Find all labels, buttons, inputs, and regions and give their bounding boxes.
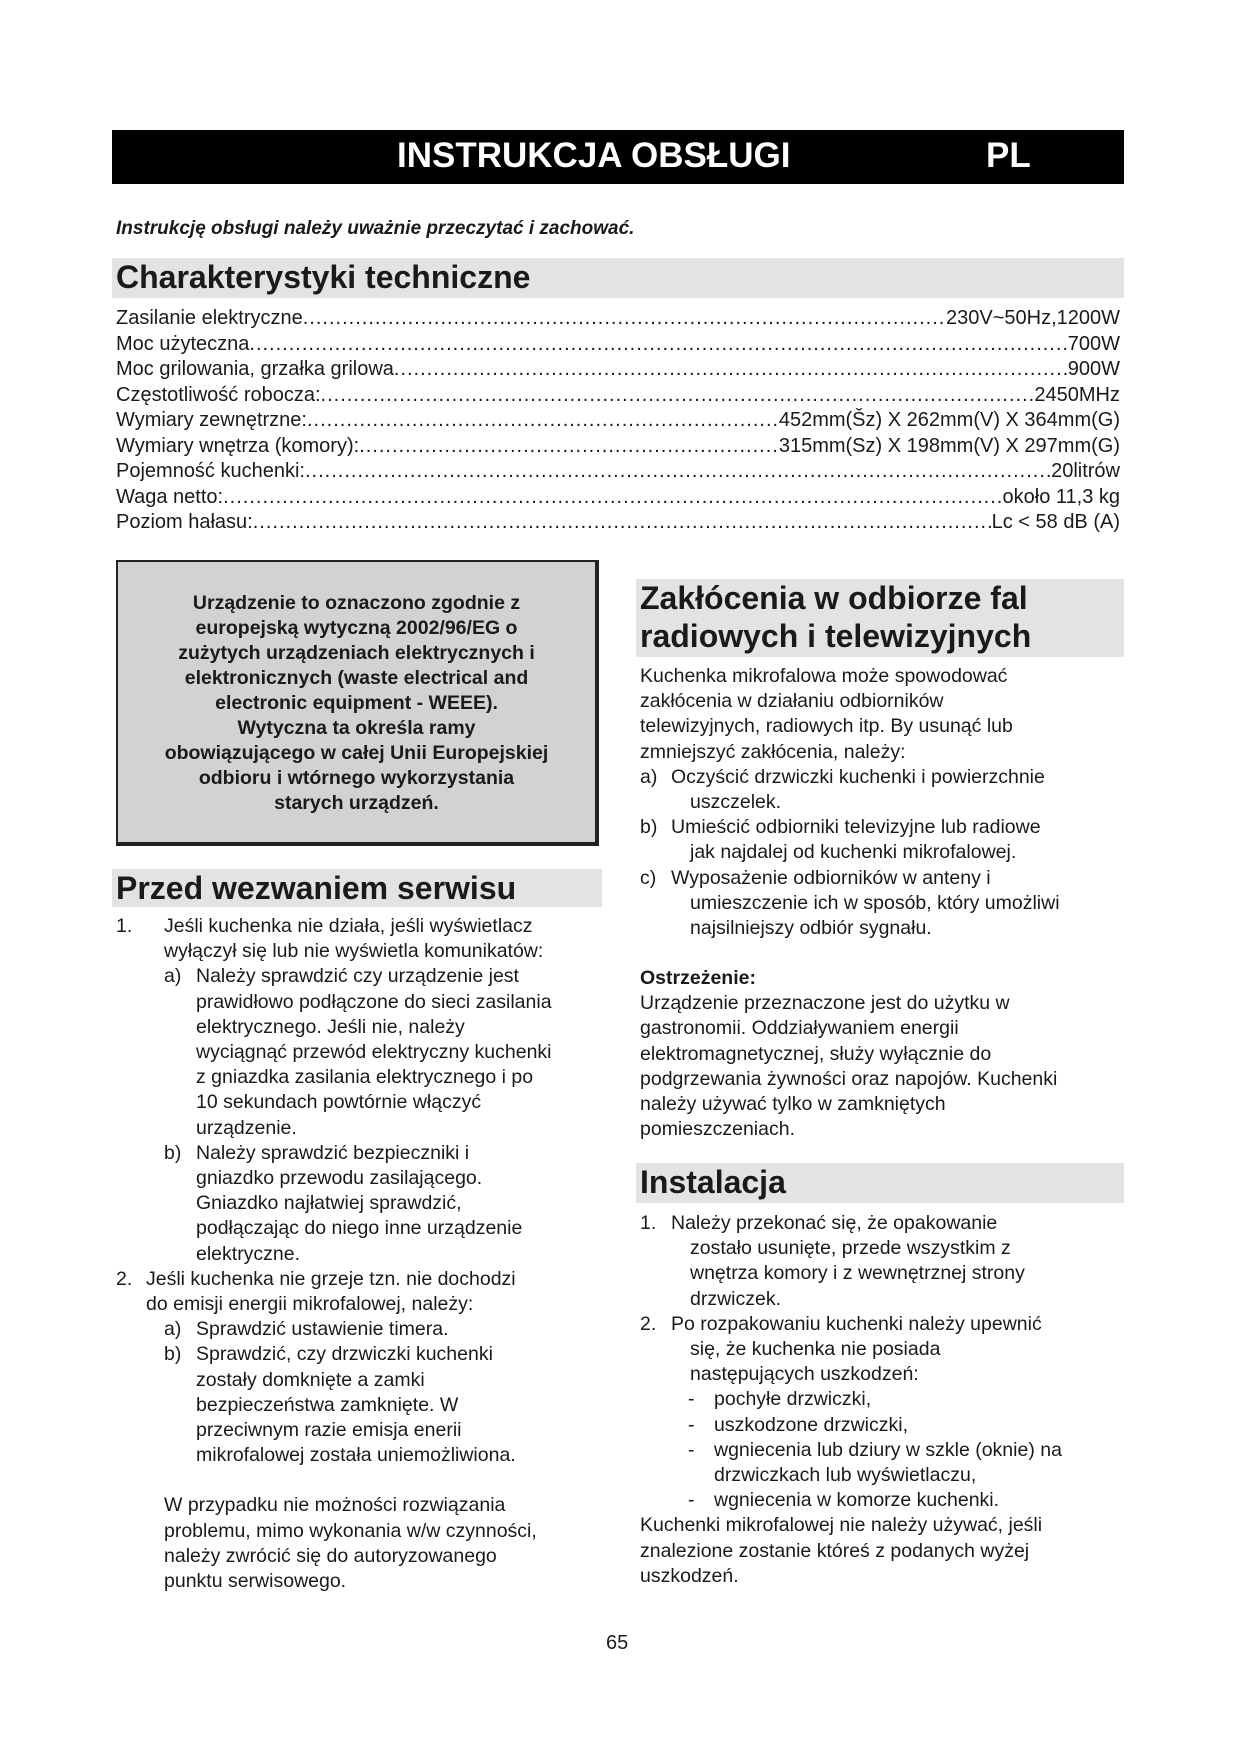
- title-bar: [112, 130, 1124, 184]
- spec-row: Pojemność kuchenki: ..... 20litrów: [116, 459, 1120, 485]
- installation-text: 1. Należy przekonać się, że opakowanie zostało usunięte, przede wszystkim z wnętrza komory i z wewnętrznej strony drzwiczek. 2. Po rozpakowaniu kuchenki należy upewnić się, że kuchenka nie posiada następujących uszkodzeń: - pochyłe drzwiczki, - uszkodzone drzwiczki, - wgniecenia lub dziury w szkle (oknie) na drzwiczkach lub wyświetlaczu, - wgniecenia w komorze kuchenki. Kuchenki mikrofalowej nie należy używać, jeśli znalezione zostanie któreś z podanych wyżej uszkodzeń.: [640, 1212, 1062, 1587]
- spec-row: Wymiary wnętrza (komory): ..... 315mm(Sz) X 198mm(V) X 297mm(G): [116, 434, 1120, 460]
- spec-row: Zasilanie elektryczne ..... 230V~50Hz,1200W: [116, 306, 1120, 332]
- warning-section: Ostrzeżenie: Urządzenie przeznaczone jest do użytku w gastronomii. Oddziaływaniem energii elektromagnetycznej, służy wyłącznie do podgrzewania żywności oraz napojów. Kuchenki należy używać tylko w zamkniętych pomieszczeniach.: [640, 966, 1130, 1142]
- spec-row: Wymiary zewnętrzne: ..... 452mm(Šz) X 262mm(V) X 364mm(G): [116, 408, 1120, 434]
- interference-heading: Zakłócenia w odbiorze fal radiowych i telewizyjnych: [636, 579, 1124, 657]
- spec-row: Moc użyteczna ..... 700W: [116, 332, 1120, 358]
- service-heading: Przed wezwaniem serwisu: [112, 869, 602, 907]
- service-text: 1. Jeśli kuchenka nie działa, jeśli wyświetlacz wyłączył się lub nie wyświetla komunikatów: a) Należy sprawdzić czy urządzenie jest prawidłowo podłączone do sieci zasilania elektrycznego. Jeśli nie, należy wyciągnąć przewód elektryczny kuchenki z gniazdka zasilania elektrycznego i po 10 sekundach powtórnie włączyć urządzenie. b) Należy sprawdzić bezpieczniki i gniazdko przewodu zasilającego. Gniazdko najłatwiej sprawdzić, podłączając do niego inne urządzenie elektryczne. 2. Jeśli kuchenka nie grzeje tzn. nie dochodzi do emisji energii mikrofalowej, należy: a) Sprawdzić ustawienie timera. b) Sprawdzić, czy drzwiczki kuchenki zostały domknięte a zamki bezpieczeństwa zamknięte. W przeciwnym razie emisja enerii mikrofalowej została uniemożliwiona. W przypadku nie możności rozwiązania problemu, mimo wykonania w/w czynności, należy zwrócić się do autoryzowanego punktu serwisowego.: [116, 915, 552, 1593]
- intro-note: Instrukcję obsługi należy uważnie przeczytać i zachować.: [116, 218, 635, 239]
- page-title: INSTRUKCJA OBSŁUGI: [397, 136, 791, 175]
- specs-list: [116, 306, 1120, 536]
- interference-text: Kuchenka mikrofalowa może spowodować zakłócenia w działaniu odbiorników telewizyjnych, radiowych itp. By usunąć lub zmniejszyć zakłócenia, należy: a) Oczyścić drzwiczki kuchenki i powierzchnie uszczelek. b) Umieścić odbiorniki televizyjne lub radiowe jak najdalej od kuchenki mikrofalowej. c) Wyposażenie odbiorników w anteny i umieszczenie ich w sposób, który umożliwi najsilniejszy odbiór sygnału.: [640, 665, 1060, 940]
- spec-row: Waga netto: ..... około 11,3 kg: [116, 485, 1120, 511]
- page-number: 65: [606, 1632, 629, 1654]
- weee-notice-box: Urządzenie to oznaczono zgodnie z europejską wytyczną 2002/96/EG o zużytych urządzeniach elektrycznych i elektronicznych (waste electrical and electronic equipment - WEEE). Wytyczna ta określa ramy obowiązującego w całej Unii Europejskiej odbioru i wtórnego wykorzystania starych urządzeń.: [116, 560, 599, 846]
- spec-row: Moc grilowania, grzałka grilowa ..... 900W: [116, 357, 1120, 383]
- specs-heading: Charakterystyki techniczne: [112, 258, 1124, 298]
- spec-row: Poziom hałasu: ..... Lc < 58 dB (A): [116, 510, 1120, 536]
- language-code: PL: [986, 136, 1031, 175]
- warning-title: Ostrzeżenie:: [640, 967, 756, 989]
- installation-heading: Instalacja: [636, 1163, 1124, 1203]
- spec-row: Częstotliwość robocza: ..... 2450MHz: [116, 383, 1120, 409]
